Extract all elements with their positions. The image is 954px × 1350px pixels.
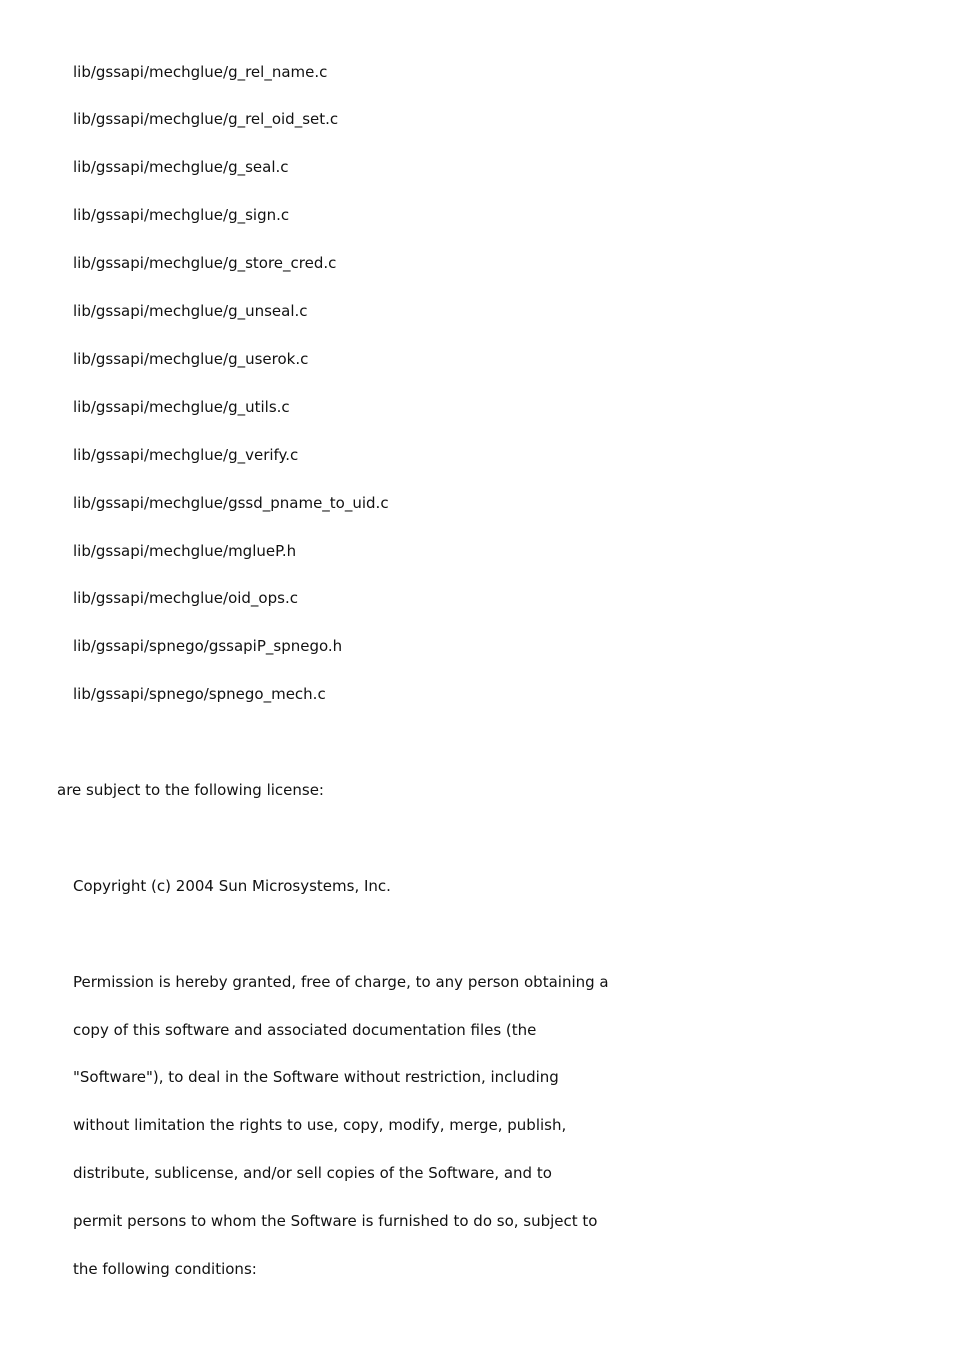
copyright-notice: Copyright (c) 2004 Sun Microsystems, Inc.: [73, 877, 391, 895]
file-path-line: lib/gssapi/mechglue/mglueP.h: [73, 542, 297, 560]
file-path-line: lib/gssapi/mechglue/gssd_pname_to_uid.c: [73, 494, 389, 512]
file-path-line: lib/gssapi/mechglue/g_rel_name.c: [73, 63, 328, 81]
permission-text-line: permit persons to whom the Software is furnished to do so, subject to: [73, 1212, 598, 1230]
file-path-line: lib/gssapi/spnego/spnego_mech.c: [73, 685, 326, 703]
file-path-line: lib/gssapi/mechglue/g_utils.c: [73, 398, 290, 416]
permission-text-line: copy of this software and associated documentation files (the: [73, 1021, 537, 1039]
file-path-line: lib/gssapi/mechglue/g_unseal.c: [73, 302, 308, 320]
file-path-line: lib/gssapi/mechglue/g_userok.c: [73, 350, 309, 368]
file-path-line: lib/gssapi/mechglue/g_seal.c: [73, 158, 289, 176]
file-path-line: lib/gssapi/mechglue/g_verify.c: [73, 446, 299, 464]
permission-text-line: the following conditions:: [73, 1260, 257, 1278]
permission-text-line: Permission is hereby granted, free of charge, to any person obtaining a: [73, 973, 609, 991]
file-path-line: lib/gssapi/spnego/gssapiP_spnego.h: [73, 637, 343, 655]
file-path-line: lib/gssapi/mechglue/oid_ops.c: [73, 589, 298, 607]
permission-text-line: "Software"), to deal in the Software without restriction, including: [73, 1068, 559, 1086]
file-path-line: lib/gssapi/mechglue/g_store_cred.c: [73, 254, 337, 272]
file-path-line: lib/gssapi/mechglue/g_rel_oid_set.c: [73, 110, 339, 128]
permission-text-line: distribute, sublicense, and/or sell copies of the Software, and to: [73, 1164, 552, 1182]
license-intro: are subject to the following license:: [57, 781, 324, 799]
permission-text-line: without limitation the rights to use, copy, modify, merge, publish,: [73, 1116, 567, 1134]
file-path-line: lib/gssapi/mechglue/g_sign.c: [73, 206, 290, 224]
